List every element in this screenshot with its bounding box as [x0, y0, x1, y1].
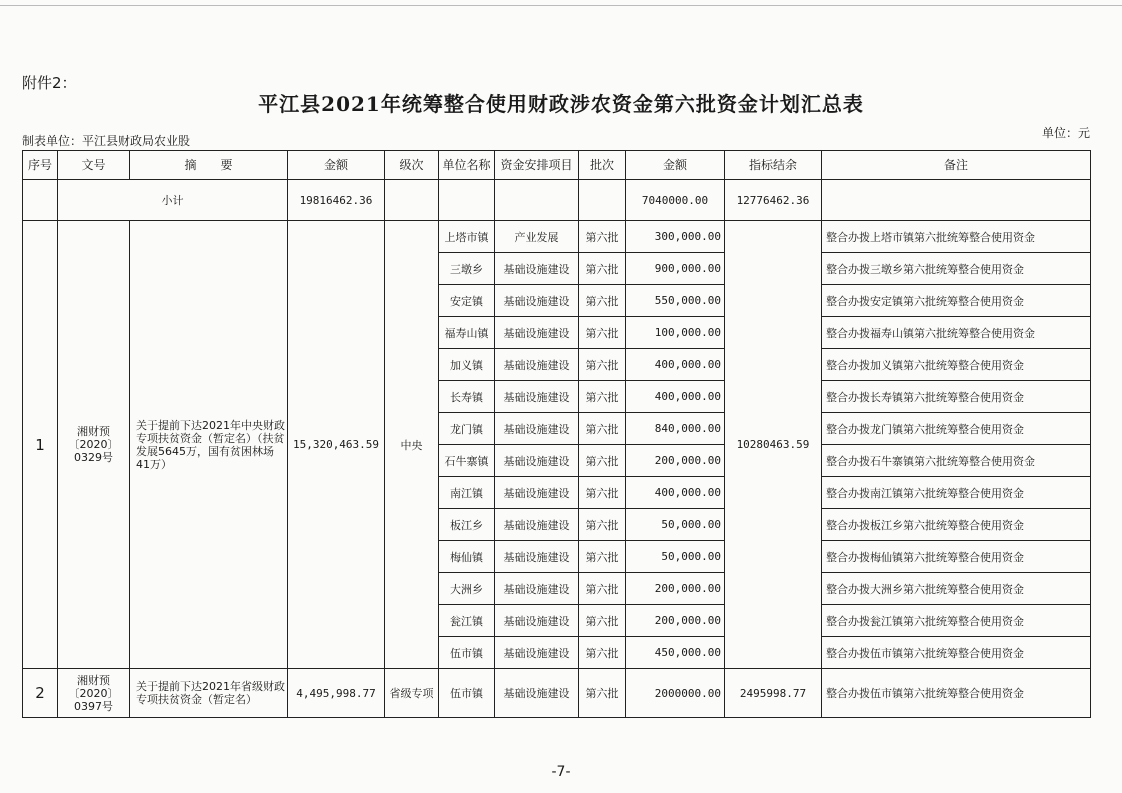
- attachment-label: 附件2：: [22, 74, 77, 92]
- subtotal-empty: [579, 180, 626, 221]
- row-amount-2: 100,000.00: [626, 317, 725, 349]
- row-project: 基础设施建设: [495, 573, 579, 605]
- row-unit-name: 石牛寨镇: [439, 445, 495, 477]
- row-batch: 第六批: [579, 285, 626, 317]
- row-unit-name: 大洲乡: [439, 573, 495, 605]
- row-unit-name: 南江镇: [439, 477, 495, 509]
- row-balance: 2495998.77: [725, 669, 822, 718]
- header-amount-2: 金额: [626, 151, 725, 180]
- row-amount-2: 300,000.00: [626, 221, 725, 253]
- subtotal-empty: [495, 180, 579, 221]
- maker-unit: 制表单位：平江县财政局农业股: [22, 134, 191, 148]
- row-project: 基础设施建设: [495, 381, 579, 413]
- row-batch: 第六批: [579, 221, 626, 253]
- row-note: 整合办拨瓮江镇第六批统筹整合使用资金: [822, 605, 1091, 637]
- row-project: 基础设施建设: [495, 285, 579, 317]
- page-title: 平江县2021年统筹整合使用财政涉农资金第六批资金计划汇总表: [258, 92, 864, 116]
- row-batch: 第六批: [579, 253, 626, 285]
- header-summary: 摘 要: [130, 151, 288, 180]
- row-batch: 第六批: [579, 605, 626, 637]
- row-amount-2: 200,000.00: [626, 445, 725, 477]
- row-project: 基础设施建设: [495, 349, 579, 381]
- row-summary: 关于提前下达2021年中央财政专项扶贫资金（暂定名）（扶贫发展5645万，国有贫困林场41万）: [130, 221, 288, 669]
- row-unit-name: 伍市镇: [439, 637, 495, 669]
- header-amount: 金额: [288, 151, 385, 180]
- row-project: 基础设施建设: [495, 637, 579, 669]
- table-row: [23, 669, 1091, 718]
- subtotal-seq-cell: [23, 180, 58, 221]
- row-unit-name: 龙门镇: [439, 413, 495, 445]
- header-balance: 指标结余: [725, 151, 822, 180]
- row-amount-2: 50,000.00: [626, 541, 725, 573]
- row-batch: 第六批: [579, 317, 626, 349]
- row-batch: 第六批: [579, 477, 626, 509]
- row-amount-2: 550,000.00: [626, 285, 725, 317]
- row-unit-name: 安定镇: [439, 285, 495, 317]
- header-unit-name: 单位名称: [439, 151, 495, 180]
- row-project: 基础设施建设: [495, 509, 579, 541]
- row-amount: 15,320,463.59: [288, 221, 385, 669]
- row-note: 整合办拨上塔市镇第六批统筹整合使用资金: [822, 221, 1091, 253]
- row-project: 基础设施建设: [495, 413, 579, 445]
- row-note: 整合办拨梅仙镇第六批统筹整合使用资金: [822, 541, 1091, 573]
- row-amount-2: 450,000.00: [626, 637, 725, 669]
- row-seq: 2: [23, 669, 58, 718]
- row-note: 整合办拨安定镇第六批统筹整合使用资金: [822, 285, 1091, 317]
- row-project: 基础设施建设: [495, 541, 579, 573]
- row-amount-2: 50,000.00: [626, 509, 725, 541]
- header-doc: 文号: [58, 151, 130, 180]
- subtotal-balance: 12776462.36: [725, 180, 822, 221]
- row-amount-2: 200,000.00: [626, 605, 725, 637]
- row-batch: 第六批: [579, 541, 626, 573]
- row-batch: 第六批: [579, 349, 626, 381]
- row-note: 整合办拨南江镇第六批统筹整合使用资金: [822, 477, 1091, 509]
- row-level: 省级专项: [385, 669, 439, 718]
- table-row: [23, 221, 1091, 253]
- header-level: 级次: [385, 151, 439, 180]
- subtotal-label: 小计: [58, 180, 288, 221]
- row-note: 整合办拨长寿镇第六批统筹整合使用资金: [822, 381, 1091, 413]
- row-batch: 第六批: [579, 669, 626, 718]
- row-project: 基础设施建设: [495, 669, 579, 718]
- subtotal-row: [23, 180, 1091, 221]
- row-amount: 4,495,998.77: [288, 669, 385, 718]
- row-amount-2: 840,000.00: [626, 413, 725, 445]
- row-amount-2: 900,000.00: [626, 253, 725, 285]
- row-note: 整合办拨三墩乡第六批统筹整合使用资金: [822, 253, 1091, 285]
- row-note: 整合办拨石牛寨镇第六批统筹整合使用资金: [822, 445, 1091, 477]
- header-batch: 批次: [579, 151, 626, 180]
- row-batch: 第六批: [579, 509, 626, 541]
- row-project: 基础设施建设: [495, 253, 579, 285]
- currency-unit: 单位：元: [1041, 126, 1090, 140]
- row-batch: 第六批: [579, 413, 626, 445]
- row-note: 整合办拨加义镇第六批统筹整合使用资金: [822, 349, 1091, 381]
- row-batch: 第六批: [579, 573, 626, 605]
- row-unit-name: 加义镇: [439, 349, 495, 381]
- row-unit-name: 长寿镇: [439, 381, 495, 413]
- row-doc-number: 湘财预〔2020〕0397号: [58, 669, 130, 718]
- row-summary: 关于提前下达2021年省级财政专项扶贫资金（暂定名）: [130, 669, 288, 718]
- row-amount-2: 2000000.00: [626, 669, 725, 718]
- row-batch: 第六批: [579, 381, 626, 413]
- page-number: -7-: [551, 764, 571, 780]
- row-note: 整合办拨福寿山镇第六批统筹整合使用资金: [822, 317, 1091, 349]
- row-unit-name: 福寿山镇: [439, 317, 495, 349]
- row-project: 基础设施建设: [495, 317, 579, 349]
- fund-plan-table: [22, 150, 1091, 718]
- row-note: 整合办拨大洲乡第六批统筹整合使用资金: [822, 573, 1091, 605]
- row-doc-number: 湘财预〔2020〕0329号: [58, 221, 130, 669]
- subtotal-amount: 19816462.36: [288, 180, 385, 221]
- row-project: 基础设施建设: [495, 445, 579, 477]
- row-amount-2: 400,000.00: [626, 381, 725, 413]
- header-note: 备注: [822, 151, 1091, 180]
- row-amount-2: 200,000.00: [626, 573, 725, 605]
- row-seq: 1: [23, 221, 58, 669]
- row-balance: 10280463.59: [725, 221, 822, 669]
- header-project: 资金安排项目: [495, 151, 579, 180]
- header-row: [23, 151, 1091, 180]
- row-unit-name: 板江乡: [439, 509, 495, 541]
- header-seq: 序号: [23, 151, 58, 180]
- row-note: 整合办拨板江乡第六批统筹整合使用资金: [822, 509, 1091, 541]
- row-batch: 第六批: [579, 637, 626, 669]
- row-unit-name: 瓮江镇: [439, 605, 495, 637]
- subtotal-empty: [439, 180, 495, 221]
- row-note: 整合办拨伍市镇第六批统筹整合使用资金: [822, 669, 1091, 718]
- row-unit-name: 三墩乡: [439, 253, 495, 285]
- row-project: 基础设施建设: [495, 477, 579, 509]
- row-project: 产业发展: [495, 221, 579, 253]
- row-note: 整合办拨伍市镇第六批统筹整合使用资金: [822, 637, 1091, 669]
- subtotal-amount-2: 7040000.00: [626, 180, 725, 221]
- subtotal-empty: [385, 180, 439, 221]
- row-amount-2: 400,000.00: [626, 477, 725, 509]
- row-unit-name: 梅仙镇: [439, 541, 495, 573]
- subtotal-empty: [822, 180, 1091, 221]
- row-batch: 第六批: [579, 445, 626, 477]
- row-amount-2: 400,000.00: [626, 349, 725, 381]
- row-unit-name: 上塔市镇: [439, 221, 495, 253]
- row-level: 中央: [385, 221, 439, 669]
- row-project: 基础设施建设: [495, 605, 579, 637]
- top-border-line: [0, 5, 1122, 6]
- row-unit-name: 伍市镇: [439, 669, 495, 718]
- row-note: 整合办拨龙门镇第六批统筹整合使用资金: [822, 413, 1091, 445]
